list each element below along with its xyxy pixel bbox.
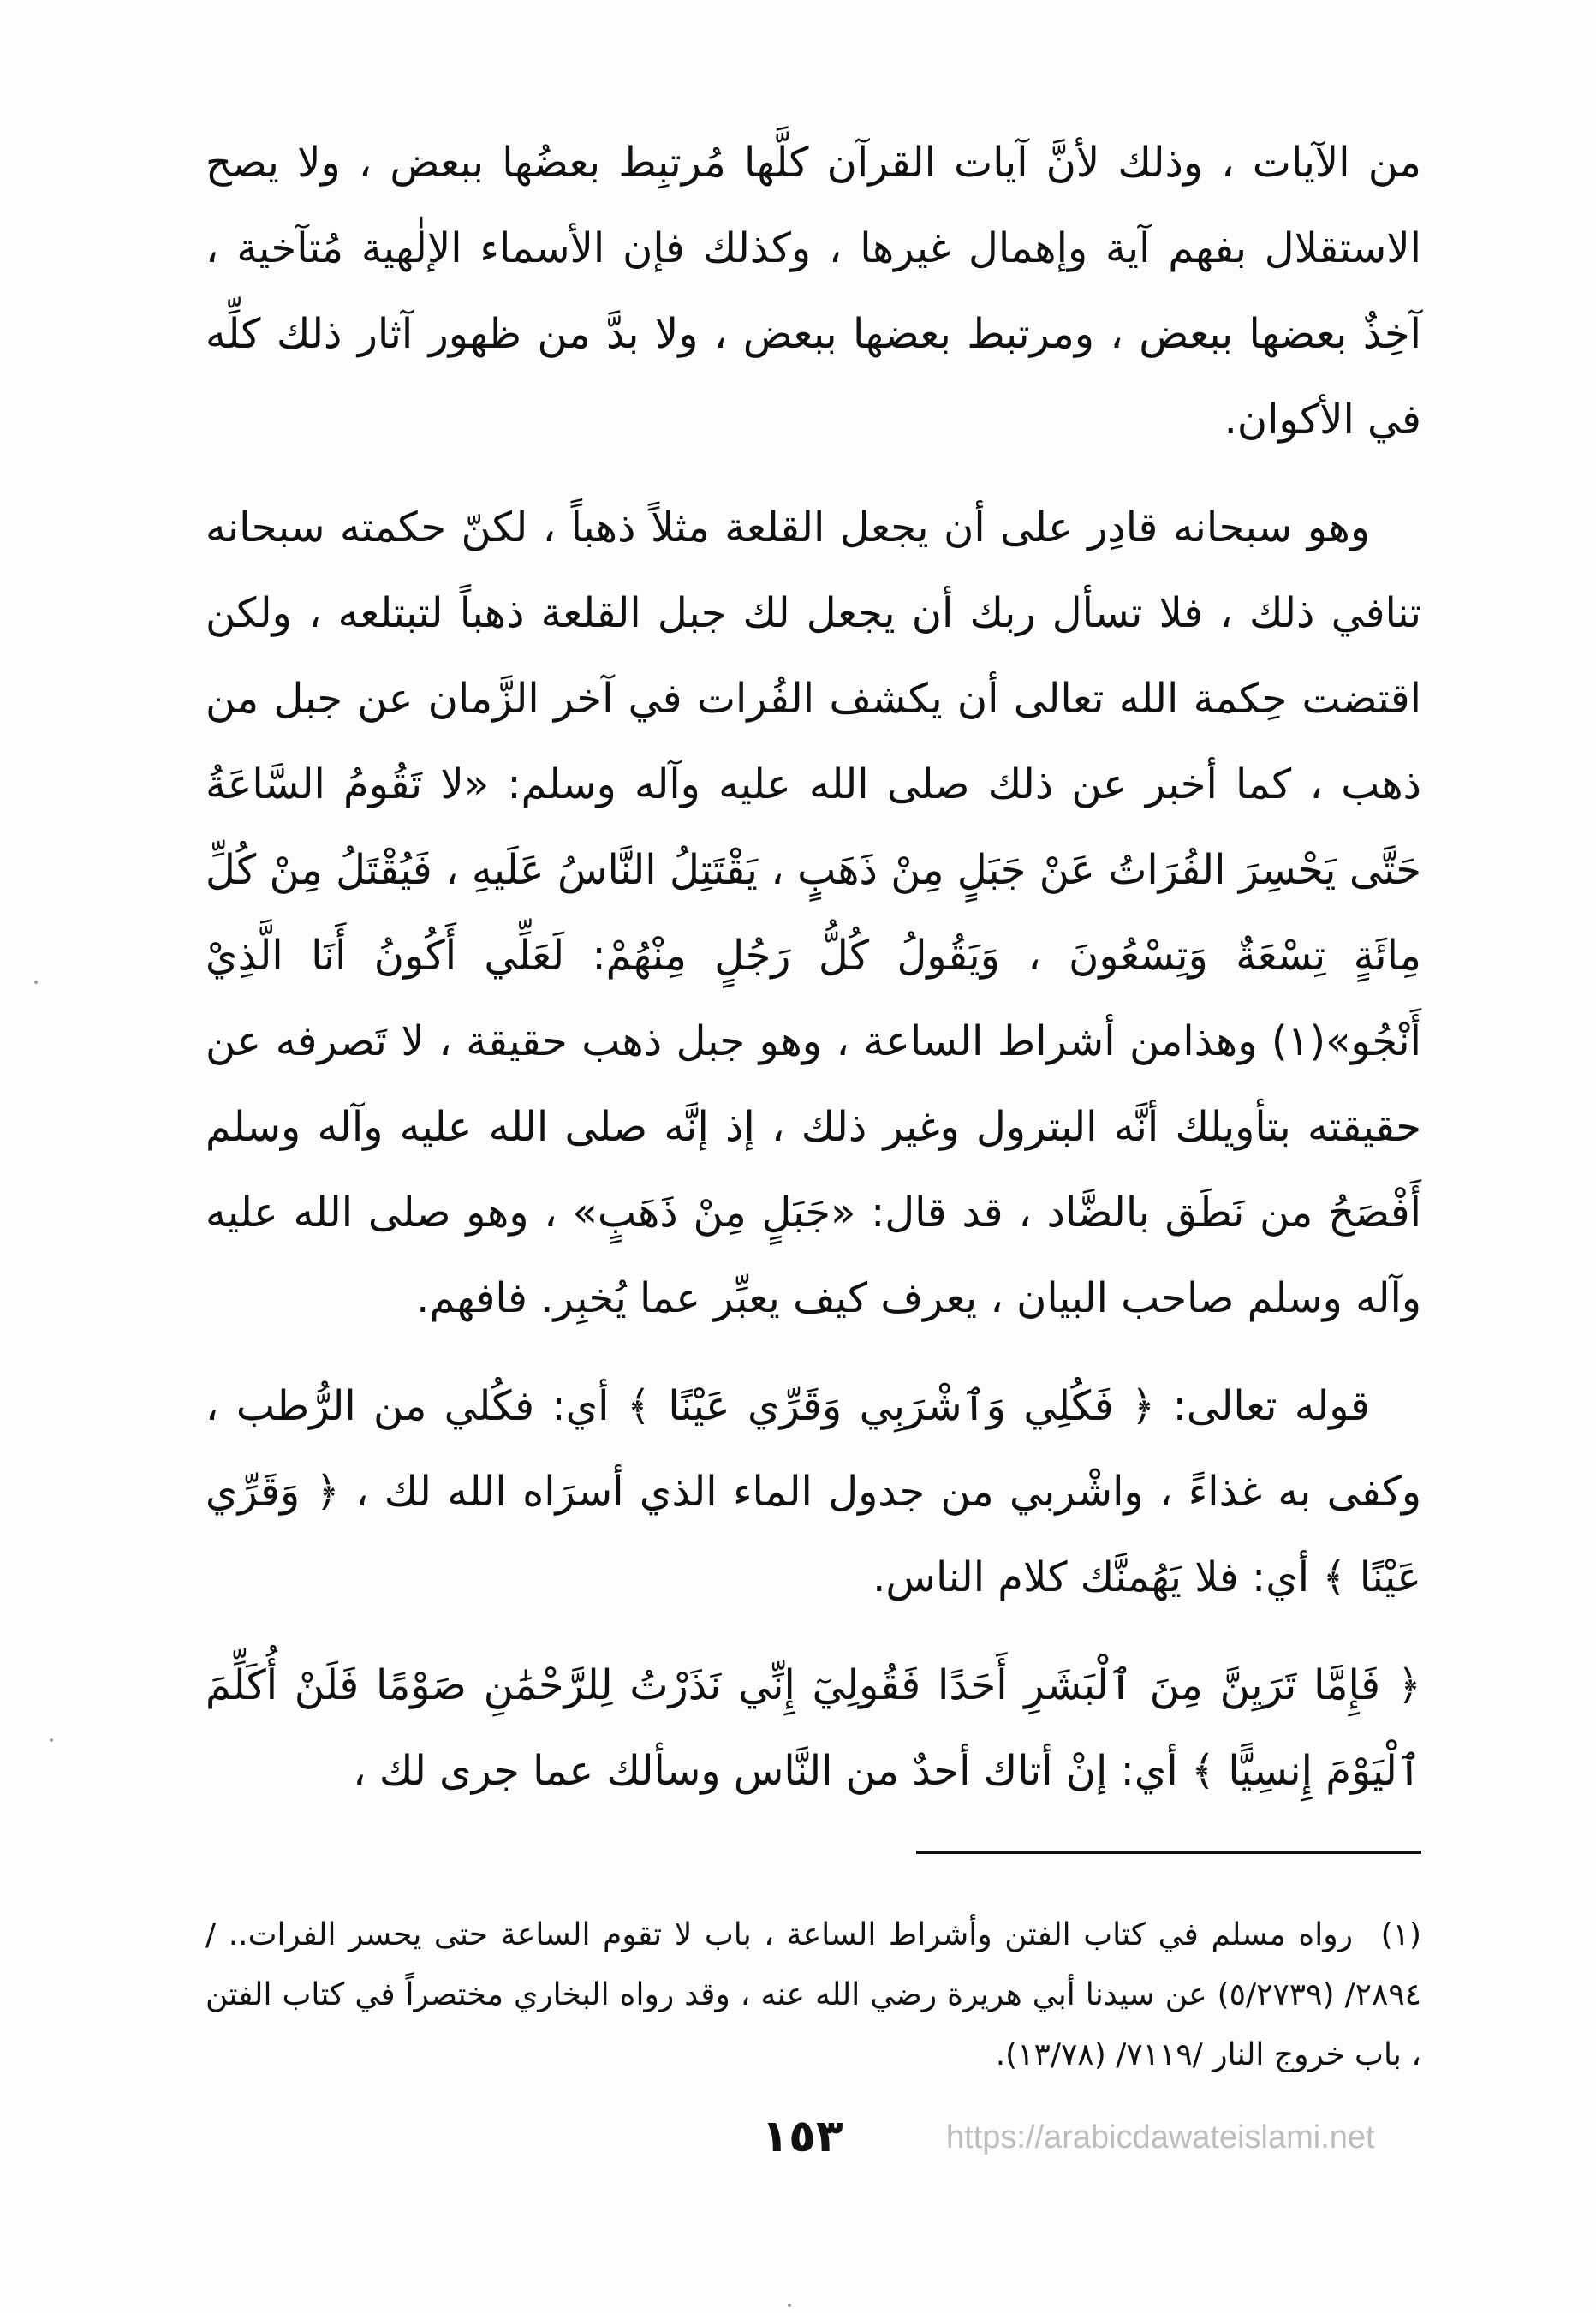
footnote-marker: (١) (1380, 1917, 1421, 1952)
watermark-url: https://arabicdawateislami.net (946, 2119, 1375, 2155)
scan-speck (34, 981, 38, 984)
paragraph-mountain-of-gold: وهو سبحانه قادِر على أن يجعل القلعة مثلاً ذهباً ، لكنّ حكمته سبحانه تنافي ذلك ، فلا تسأل ربك أن يجعل لك جبل القلعة ذهباً لتبتلعه ، ولكن اقتضت حِكمة الله تعالى أن يكشف الفُرات في آخر الزَّمان عن جبل من ذهب ، كما أخبر عن ذلك صلى الله عليه وآله وسلم: «لا تَقُومُ السَّاعَةُ حَتَّى يَحْسِرَ الفُرَاتُ عَنْ جَبَلٍ مِنْ ذَهَبٍ ، يَقْتَتِلُ النَّاسُ عَلَيهِ ، فَيُقْتَلُ مِنْ كُلِّ مِائَةٍ تِسْعَةٌ وَتِسْعُونَ ، وَيَقُولُ كُلُّ رَجُلٍ مِنْهُمْ: لَعَلِّي أَكُونُ أَنَا الَّذِيْ أَنْجُو»(١) وهذامن أشراط الساعة ، وهو جبل ذهب حقيقة ، لا تَصرفه عن حقيقته بتأويلك أنَّه البترول وغير ذلك ، إذ إنَّه صلى الله عليه وآله وسلم أَفْصَحُ من نَطَق بالضَّاد ، قد قال: «جَبَلٍ مِنْ ذَهَبٍ» ، وهو صلى الله عليه وآله وسلم صاحب البيان ، يعرف كيف يعبِّر عما يُخبِر. فافهم. (205, 504, 1421, 1322)
scan-speck (788, 2304, 791, 2307)
page-number: ١٥٣ (761, 2111, 843, 2162)
paragraph-eat-and-drink-verse: قوله تعالى: ﴿ فَكُلِي وَٱشْرَبِي وَقَرِّي عَيْنًا ﴾ أي: فكُلي من الرُّطب ، وكفى به غذاءً ، واشْربي من جدول الماء الذي أسرَاه الله لك ، ﴿ وَقَرِّي عَيْنًا ﴾ أي: فلا يَهُمنَّك كلام الناس. (205, 1382, 1421, 1601)
footnote-text: رواه مسلم في كتاب الفتن وأشراط الساعة ، باب لا تقوم الساعة حتى يحسر الفرات.. /٢٨٩٤/ (٥/٢٧٣٩) عن سيدنا أبي هريرة رضي الله عنه ، وقد رواه البخاري مختصراً في كتاب الفتن ، باب خروج النار /٧١١٩/ (١٣/٧٨). (205, 1917, 1421, 2072)
footnote-divider (916, 1851, 1421, 1854)
main-text (205, 120, 1421, 1836)
scan-speck (50, 1738, 53, 1742)
footnotes-section (205, 1905, 1421, 2085)
paragraph-vow-of-silence-verse: ﴿ فَإِمَّا تَرَيِنَّ مِنَ ٱلْبَشَرِ أَحَدًا فَقُولِيٓ إِنِّي نَذَرْتُ لِلرَّحْمَٰنِ صَوْمًا فَلَنْ أُكَلِّمَ ٱلْيَوْمَ إِنسِيًّا ﴾ أي: إنْ أتاك أحدٌ من النَّاس وسألك عما جرى لك ، (205, 1661, 1421, 1795)
paragraph-verses-interlinked: من الآيات ، وذلك لأنَّ آيات القرآن كلَّها مُرتبِط بعضُها ببعض ، ولا يصح الاستقلال بفهم آية وإهمال غيرها ، وكذلك فإن الأسماء الإلٰهية مُتآخية ، آخِذٌ بعضها ببعض ، ومرتبط بعضها ببعض ، ولا بدَّ من ظهور آثار ذلك كلِّه في الأكوان. (205, 139, 1421, 444)
